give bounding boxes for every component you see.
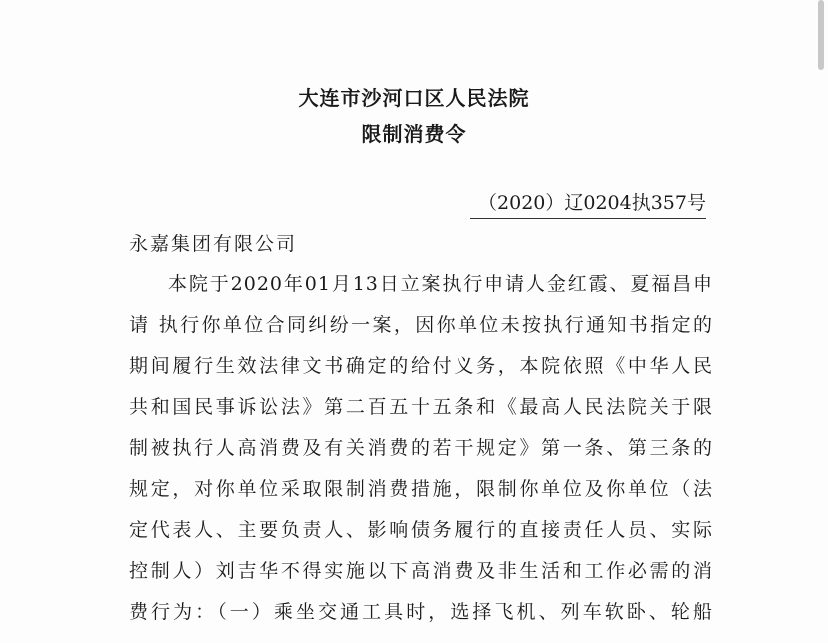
body-line: 费行为：（一）乘坐交通工具时，选择飞机、列车软卧、轮船 xyxy=(129,601,713,623)
body-line: 控制人）刘吉华不得实施以下高消费及非生活和工作必需的消 xyxy=(129,560,713,582)
scrollbar[interactable] xyxy=(818,0,824,70)
document-title: 限制消费令 xyxy=(361,122,467,146)
body-line: 制被执行人高消费及有关消费的若干规定》第一条、第三条的 xyxy=(129,437,713,459)
case-number: （2020）辽0204执357号 xyxy=(470,188,706,219)
body-line: 期间履行生效法律文书确定的给付义务，本院依照《中华人民 xyxy=(129,355,713,377)
body-line: 请 执行你单位合同纠纷一案，因你单位未按执行通知书指定的 xyxy=(129,314,713,336)
court-name: 大连市沙河口区人民法院 xyxy=(298,86,530,110)
body-line: 共和国民事诉讼法》第二百五十五条和《最高人民法院关于限 xyxy=(129,396,713,418)
addressee: 永嘉集团有限公司 xyxy=(129,233,298,255)
body-line: 本院于2020年01月13日立案执行申请人金红霞、夏福昌申 xyxy=(168,273,713,295)
body-line: 规定，对你单位采取限制消费措施，限制你单位及你单位（法 xyxy=(129,478,713,500)
body-line: 定代表人、主要负责人、影响债务履行的直接责任人员、实际 xyxy=(129,519,713,541)
